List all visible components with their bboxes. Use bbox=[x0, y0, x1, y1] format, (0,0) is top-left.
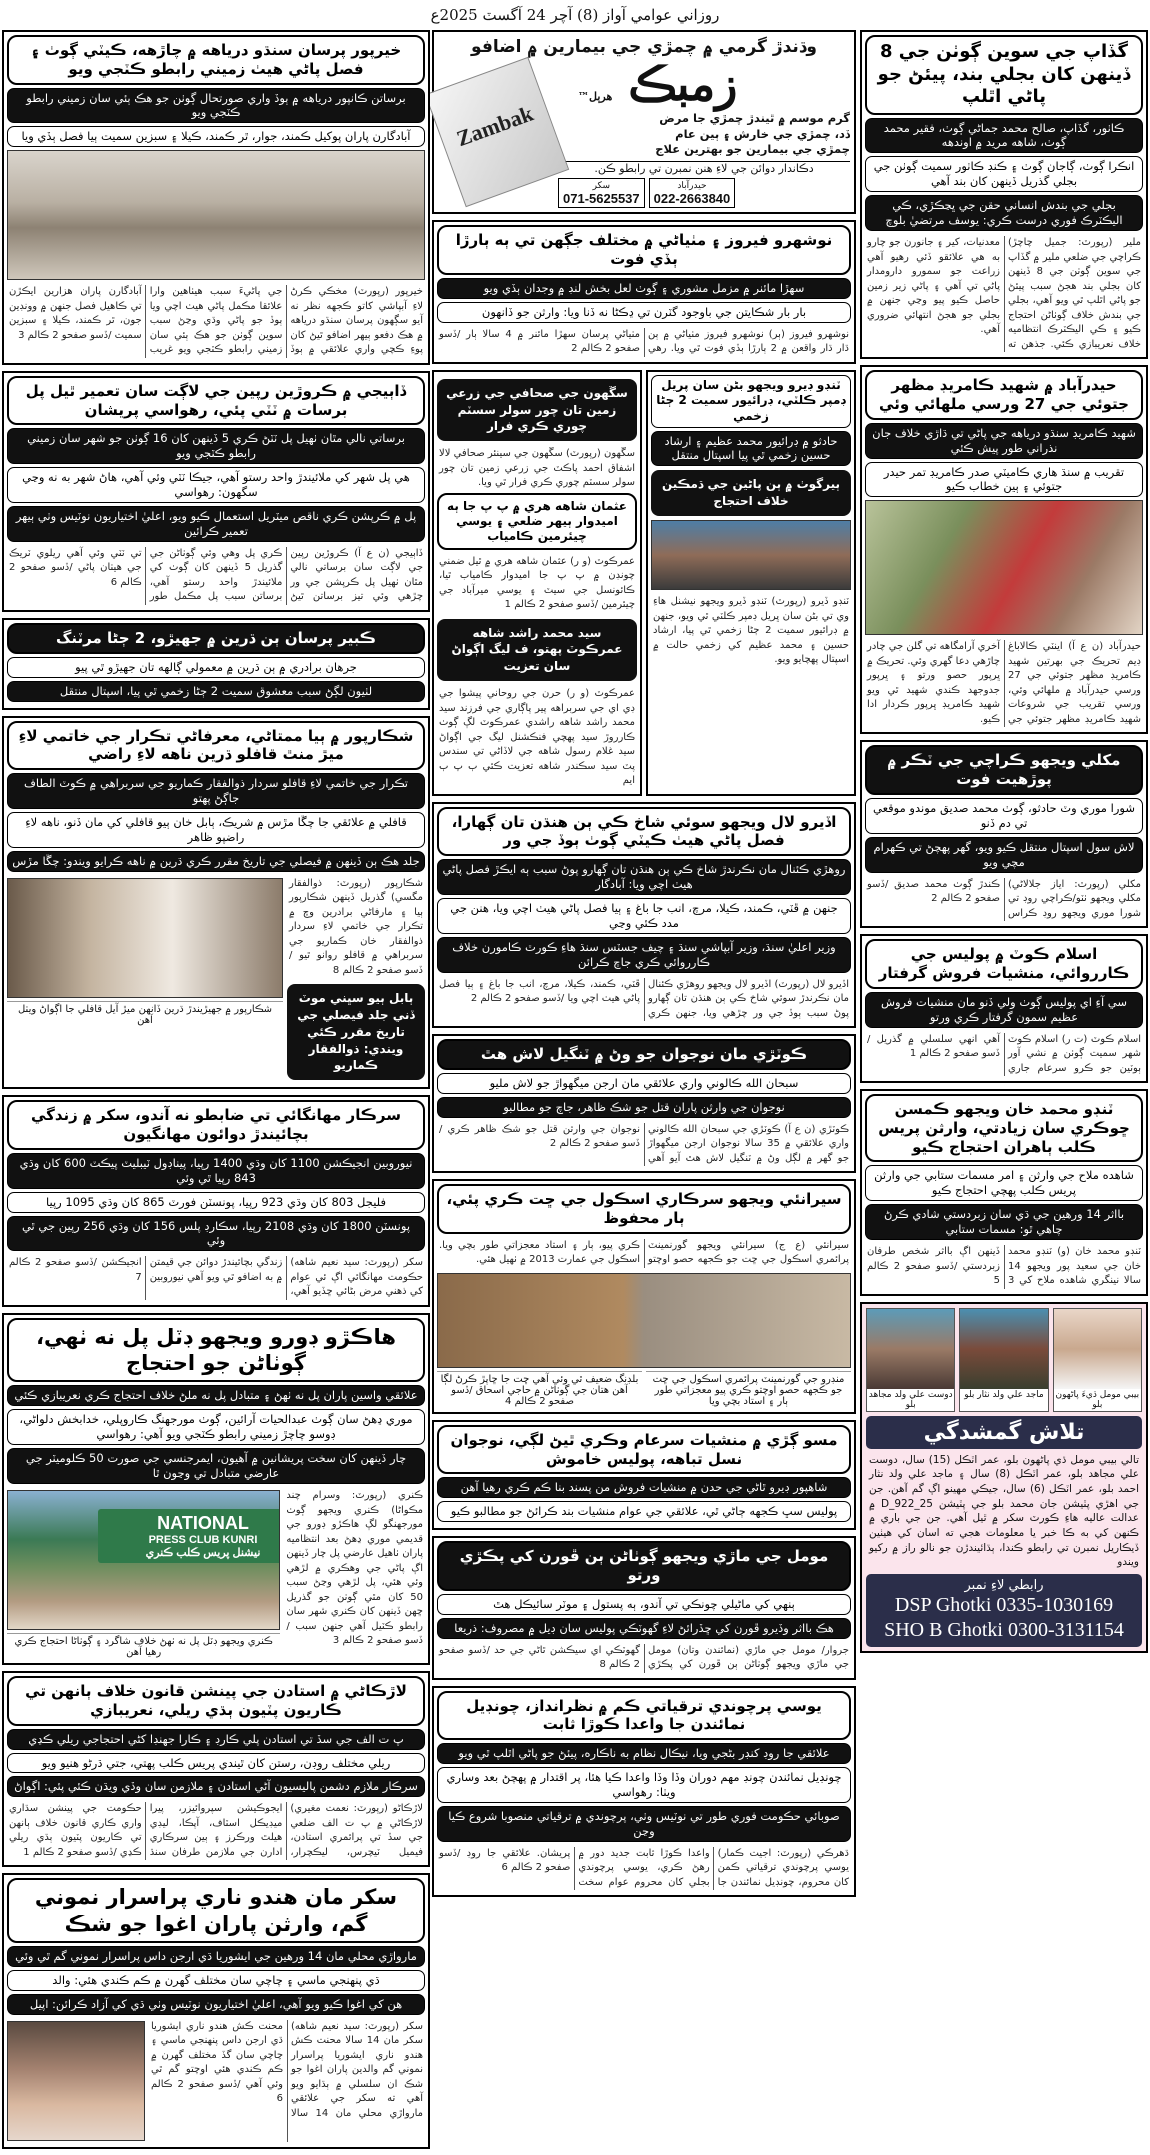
story-gadap-power-outage bbox=[860, 30, 1148, 359]
headline: هاڪڙو ڊورو ويجهو ڊٽل پل نه ٺهي، ڳوٺاڻن جو احتجاج bbox=[7, 1318, 425, 1383]
portrait-image bbox=[1054, 1309, 1141, 1389]
headline: عثمان شاهه هري ۾ پ پ جا ٻه اميدوار ٻيهر ضلعي ۽ يوسي چيئرمين ڪامياب bbox=[437, 493, 637, 550]
ad-dealers: دڪاندار دوائن جي لاءِ هنن نمبرن تي رابطو ڪن. bbox=[558, 161, 850, 177]
headline: حيدرآباد ۾ شهيد ڪامريڊ مظهر جتوئي جي 27 ورسي ملهائي وئي bbox=[865, 370, 1143, 420]
headline: مکلي ويجهو ڪراچي جي ٽڪر ۾ پوڙهيت فوت bbox=[865, 745, 1143, 795]
subheadline: ٻنهي کي ماڻيلي چونڪي تي آندو، ٻه پستول ۽ موٽر سائيڪل هٿ bbox=[437, 1594, 851, 1615]
missing-name: دوست علي ولد مجاهد بلو bbox=[868, 1389, 953, 1410]
story-islamkot-arrest bbox=[860, 934, 1148, 1083]
portrait-image bbox=[867, 1309, 954, 1389]
headline: ڏاٻيجي ۾ ڪروڙين رپين جي لاڳت سان تعمير ٿيل پل برسات ۾ ٽٽي پئي، رهواسي پريشان bbox=[7, 376, 425, 426]
ad-brand-text: زمبڪ bbox=[628, 57, 738, 111]
subheadline: مارواڙي محلي مان 14 ورهين جي ايشوريا ڌي ارجن داس پراسرار نموني گم ٿي وئي bbox=[7, 1946, 425, 1967]
subheadline: برساتن ڪانپور درياهه ۾ ٻوڏ واري صورتحال ڳوٺن جو هڪ ٻئي سان زميني رابطو ڪٽجي ويو bbox=[7, 88, 425, 124]
story-mazhar-jatoi-anniversary bbox=[860, 365, 1148, 734]
story-adilpur-breach bbox=[432, 802, 856, 1029]
story-dumper-accident bbox=[646, 370, 856, 796]
protest-box: ٻيرگوٺ ۾ ٻن پاڻين جي ڌمڪين خلاف احتجاج bbox=[651, 470, 851, 516]
subheadline: شاهده ملاح جي وارثن ۽ امر مسمات ستابي جي وارثن پريس ڪلب پهچي احتجاج ڪيو bbox=[865, 1165, 1143, 1201]
article-body: سکر (رپورٽ: سيد نعيم شاهه) حڪومت مهانگائي اڳ ئي عوام کي ذهني مرض بڻائي ڇڏيو آهي، زندگي بچائيندڙ دوائن جي قيمتن ۾ به اضافو ٿي ويو آهي نيوروبين انجيڪشن /ڏسو صفحو 2 ڪالم 7 bbox=[9, 1257, 423, 1298]
headline: شڪارپور ۾ ٻيا ممتاڻي، معرفاڻي تڪرار جي خاتمي لاءِ ميڙ منٿ قافلو ڌرين ناهه لاءِ راضي bbox=[7, 721, 425, 771]
subheadline: چونڊيل نمائندن چونڊ مهم دوران وڏا وڏا واعدا ڪيا هئا، پر اقتدار ۾ پهچڻ بعد وساري ويٺا: رهواسي bbox=[437, 1767, 851, 1803]
subheadline: جرهان برادري ۾ ٻن ڌرين ۾ معمولي ڳالهه تان جهيڙو ٿي پيو bbox=[7, 657, 425, 678]
headline: سيرانئي ويجهو سرڪاري اسڪول جي ڇت ڪري پئي، ٻار محفوظ bbox=[437, 1184, 851, 1234]
sign-line: NATIONAL bbox=[157, 1513, 249, 1534]
subheadline: پونسٽن 1800 کان وڌي 2108 رپيا، سڪارڊ پلس 156 کان وڌي 256 رپين جي ٿي وئي bbox=[7, 1216, 425, 1252]
headline: ٽنڊو محمد خان ويجهو ڪمسن ڇوڪري سان زيادتي، وارثن پريس ڪلب ٻاهران احتجاج ڪيو bbox=[865, 1094, 1143, 1162]
article-body: ٽنڊو ڏيرو (رپورٽ) ٽنڊو ڏيرو ويجهو نيشنل هاءِ وي تي بڻن سان ڀريل ڊمپر ڪلٽي ٿي ويو، جنهن ۾ ڊرائيور سميت 2 ڄڻا زخمي ٿي پيا، ارشاد حسين ۽ محمد عظيم کي زخمي حالت ۾ اسپتال پهچايو ويو. bbox=[653, 596, 850, 666]
missing-photo bbox=[1053, 1308, 1142, 1412]
headline: مومل جي ماڙي ويجهو ڳوٺاڻن ٻن ڦورن کي پڪڙي ورتو bbox=[437, 1541, 851, 1591]
missing-photo bbox=[866, 1308, 955, 1412]
story-parchondi-development bbox=[432, 1686, 856, 1898]
photo-protesters bbox=[651, 520, 851, 590]
subheadline: وزير اعليٰ سنڌ، وزير آبپاشي سنڌ ۽ چيف جسٽس سنڌ هاءِ ڪورٽ ڪامورن خلاف ڪارروائي ڪري جاچ ڪرائن bbox=[437, 937, 851, 973]
contact-box bbox=[866, 1574, 1142, 1647]
article-body: اڏيرو لال (رپورٽ) اڏيرو لال ويجهو روهڙي ڪئنال مان نڪرندڙ سوئي شاخ ڪي ٻن هنڌن تان ڳهارو پوڻ سبب ٻوڏ جي ور چڙهي ويا، جنهن ڪري ڦٽي، ڪمند، ڪيلا، مرچ، انب جا باغ ۽ ٻيا فصل پاڻي هيٺ اچي ويا /ڏسو صفحو 2 ڪالم 2 bbox=[439, 978, 849, 1019]
story-sukkur-missing-girl bbox=[2, 1873, 430, 2148]
phone-number: 071-5625537 bbox=[563, 191, 640, 207]
article-body: ملير (رپورٽ: جميل چاچڙ) ڪراچي جي ضلعي ملير ۾ گڏاپ جي سوين ڳوٺن جي 8 ڏينهن کان بجلي بند هجڻ سبب پيئڻ جو پاڻي اٿلپ ٿي ويو آهي، بجلي جي بندش خلاف ڳوٺاڻن احتجاج ڪيو ۽ ڪي اليڪٽرڪ انتظاميه خلاف نعريبازي ڪئي. جذهن ته معدنيات، کير ۽ جانورن جو چارو به هي علائقو ڏئي رهيو آهي زراعت جو سمورو دارومدار پاڻي تي آهي ۽ پاڻي زير زمين حاصل ڪيو پيو وڃي جنهن ۾ بجلي جو هجڻ انتهائي ضروري آهي. bbox=[867, 237, 1142, 350]
contact-sho: SHO B Ghotki 0300-3131154 bbox=[884, 1619, 1124, 1641]
ad-line: گرم موسم ۾ ٿيندڙ چمڙي جا مرض bbox=[659, 111, 850, 125]
middle-row bbox=[432, 370, 856, 802]
story-school-roof bbox=[432, 1179, 856, 1414]
caption-row bbox=[437, 1371, 851, 1409]
article-body: سڱهون (رپورٽ) سڱهون جي سينئر صحافي لالا اشفاق احمد پاڪٽ جي زرعي زمين تان چور سولر سسٽم چوري ڪري فرار ٿي ويا. bbox=[439, 448, 635, 489]
portrait-image bbox=[960, 1309, 1047, 1389]
article-body: شڪارپور (رپورٽ: ذوالفقار مگسي) گذريل ڏينهن شڪارپور ٻيا ۽ مارفاڻي برادرين وچ ۾ تڪرار جي خاتمي لاءِ سردار ذوالفقار خان ڪماريو جي سربراهي ۾ قافلو روانو ٿيو /ڏسو صفحو 2 ڪالم 8 bbox=[289, 877, 423, 976]
subheadline: شهيد ڪامريڊ سنڌو درياهه جي پاڻي تي ڌاڙي خلاف جان نذراني طور پيش ڪئي bbox=[865, 423, 1143, 459]
article-body: ڏاٻيجي (ن ع آ) ڪروڙين رپين جي لاڳت سان برساتي نالي مٿان ٺهيل پل ڪرپشن جي ور چڙهي وئي تيز برساتن ٿيڻ ڪري پل وهي وئي ڳوٺاڻن جي گذريل 5 ڏينهن کان ڳوٺ کي ملائيندڙ واحد رستو آهي، برساتن سبب پل مڪمل طور تي ٽٽي وئي آهي ريلوي ٽريڪ جي هيٺان پاڻي /ڏسو صفحو 2 ڪالم 6 bbox=[9, 547, 423, 603]
subheadline: هڪ بااثر وڏيرو ڦورن کي ڇڏرائڻ لاءِ گهوٽڪي پوليس سان ڊيل ۾ مصروف: ذريعا bbox=[437, 1618, 851, 1639]
article-body: عمرڪوٽ (و ر) حرن جي روحاني پيشوا جي ڊي اي جي سربراهه پير پاڳاري جي فرزند سيد محمد راشد شاهه راشدي عمرڪوٽ لڳ ڳوٺ ڪارروڙ سيد پهچي فنڪشنل ليگ جي اڳواڻ سيد غلام رسول شاهه جي لاڏاڻي تي سندس پٽ سيد سڪندر شاهه تعزيت ڪئي ٻ پ ٻ ايم bbox=[439, 688, 635, 787]
photo-row bbox=[7, 2018, 425, 2144]
subheadline: هن کي اغوا ڪيو ويو آهي، اعليٰ اختياريون نوٽيس وٺي ڌي کي آزاد ڪرائن: اپيل bbox=[7, 1994, 425, 2015]
headline-box: سڱهون جي صحافي جي زرعي زمين تان چور سولر سسٽم چوري ڪري فرار bbox=[437, 379, 637, 441]
headline: سکر مان هندو ناري پراسرار نموني گم، وارثن پاران اغوا جو شڪ bbox=[7, 1878, 425, 1943]
missing-title: تلاش گمشدگي bbox=[866, 1416, 1142, 1449]
article-body: لاڙڪاڻو (رپورٽ: نعمت مغيري) لاڙڪاڻي ۾ پ ت الف ضلعي جي سڏ تي پرائمري استادن، فيميل ٽيچرس، ليڪچرار، ايجوڪيشن سپروائيزر، پيرا ميڊيڪل اسٽاف، آپڪا، ليڊي هيلٿ ورڪرز ۽ ٻين سرڪاري ادارن جي ملازمن طرفان سنڌ حڪومت جي پينشن سڌاري واري ڪاري قانون خلاف ٻانهن تي ڪاريون پٽيون ٻڌي ريلي ڪڍي /ڏسو صفحو 2 ڪالم 1 bbox=[9, 1803, 423, 1858]
headline-box: سيد محمد راشد شاهه عمرڪوٽ پهتو، ف ليگ اڳواڻ سان تعزيت bbox=[437, 619, 637, 681]
subheadline: حادثو ۾ ڊرائيور محمد عظيم ۽ ارشاد حسين زخمي ٿي پيا اسپتال منتقل bbox=[651, 431, 851, 467]
missing-photos bbox=[866, 1308, 1142, 1412]
article-body: عمرڪوٽ (و ر) عثمان شاهه هري ۾ ٿيل ضمني چونڊن ۾ پ پ جا اميدوار ڪامياب ٿيا، ڪائونسل جي سيٽ ۽ يوسي ميرآباد جي چيئرمين /ڏسو صفحو 2 ڪالم 1 bbox=[439, 555, 635, 611]
photo-caption: منڊرو جي گورنمينٽ پرائمري اسڪول جي ڇت جو ڪجهه حصو اوچتو ڪري پيو معجزاتي طور ٻار ۽ استاد بچي ويا bbox=[646, 1371, 851, 1409]
story-khairpur-flood bbox=[2, 30, 430, 365]
text-side bbox=[287, 875, 425, 1084]
subheadline: علائقي واسين پاران پل نه ٺهڻ ۽ متبادل پل نه ملڻ خلاف احتجاج ڪري نعريبازي ڪئي bbox=[7, 1385, 425, 1406]
article-body: ڪوٽڙي (ن ع آ) ڪوٽڙي جي سبحان الله ڪالوني واري علائقي ۾ 35 سالا نوجوان ارجن ميگهواڙ جو گهر ۾ لڳل وڻ ۾ ٽنگيل لاش هٿ آيو آهي نوجوان جي وارثن قتل جو شڪ ظاهر ڪري /ڏسو صفحو 2 ڪالم 2 bbox=[439, 1123, 849, 1164]
headline: ڪوٽڙي مان نوجوان جو وڻ ۾ ٽنگيل لاش هٿ bbox=[437, 1039, 851, 1070]
missing-persons-notice bbox=[860, 1302, 1148, 1654]
subheadline: فليجل 803 کان وڌي 923 رپيا، پونسٽن فورٽ 865 کان وڌي 1095 رپيا bbox=[7, 1192, 425, 1213]
story-sanghar-solar-theft bbox=[432, 370, 642, 796]
article-body: ڪنري (رپورٽ: وسرام چند مڪواڻا) ڪنري ويجهو ڳوٺ مورجهنگو لڳ هاڪڙو ڊورو جي قديمي موري ڍهڻ بعد انتظاميه پاران ٺاهيل عارضي پل چار ڏينهن اڳ پاڻي جي وهڪري ۾ لڙهي وئي هئي، پل لڙهي وڃڻ سبب 50 کان مٿي ڳوٺن جو گذريل ڇهن ڏينهن کان ڪنري شهر سان رابطو ڪٽيل آهي جنهن سبب /ڏسو صفحو 2 ڪالم 3 bbox=[286, 1490, 423, 1647]
photo-missing-girl bbox=[7, 2021, 145, 2141]
story-kabir-clash bbox=[2, 618, 430, 710]
article-body: ٽنڊو محمد خان (و) ٽنڊو محمد خان جي سعيد پور ويجهو 14 سالا نينگري شاهده ملاح کي 3 ڏينهن اڳ بااثر شخص طرفان زبردستي /ڏسو صفحو 2 ڪالم 5 bbox=[867, 1246, 1141, 1286]
missing-photo bbox=[959, 1308, 1048, 1412]
story-shikarpur-reconciliation bbox=[2, 716, 430, 1090]
subheadline: بجلي جي بندش انساني حقن جي ڀڃڪڙي، ڪي اليڪٽرڪ فوري درست ڪري: يوسف مرتضيٰ بلوچ bbox=[865, 195, 1143, 231]
story-dabeji-bridge bbox=[2, 371, 430, 612]
subheadline: صوبائي حڪومت فوري طور تي نوٽيس وٺي، پرچوندي ۾ ترقياتي منصوبا شروع ڪيا وڃن bbox=[437, 1806, 851, 1842]
subheadline: چار ڏينهن کان سخت پريشانين ۾ آهيون، ايمرجنسي جي صورت 50 ڪلوميٽر جي عارضي متبادل تي وڃون ٿا bbox=[7, 1448, 425, 1484]
subheadline: آبادگارن پاران پوکيل ڪمند، جوار، ٿر ڪمند، ڪيلا ۽ سبزين سميت ٻيا فصل ٻڏي ويا bbox=[7, 126, 425, 147]
article-body: اسلام ڪوٽ (ت ر) اسلام ڪوٽ شهر سميت ڳوٺن ۾ نشي آور ٻوٽين جو ڪرو سرعام جاري آهي انهي سلسلي ۾ گذريل /ڏسو صفحو 2 ڪالم 1 bbox=[867, 1033, 1141, 1074]
subheadline: سرڪار ملازم دشمن پاليسيون آڻي استادن ۽ ملازمن سان وڏي ويڌن ڪئي پئي: اڳواڻ bbox=[7, 1776, 425, 1797]
subheadline: قافلي ۾ علائقي جا چڱا مڙس ۾ شريڪ، ٻابل خان ٻيو قافلي کي مان ڏنو، ناهه لاءِ راضپو ظاهر bbox=[7, 812, 425, 848]
subheadline: ريلي مختلف روڊن، رستن کان ٿيندي پريس ڪلب پهتي، جتي ڌرڻو هنيو ويو bbox=[7, 1753, 425, 1774]
middle-column bbox=[432, 30, 856, 1903]
sign-line: نيشنل پريس ڪلب ڪنري bbox=[145, 1547, 261, 1560]
story-tando-muhammad-khan-protest bbox=[860, 1089, 1148, 1296]
left-column bbox=[2, 30, 430, 2155]
photo-caption: ڪنري ويجهو ڊٽل پل نه ٺهڻ خلاف شاگرد ۽ ڳوٺاڻا احتجاج ڪري رهيا آهن bbox=[7, 1633, 280, 1660]
subheadline: انڪرا ڳوٺ، ڳاجان ڳوٺ ۽ ڪنڊ ڪاٺور سميت ڳوٺن جي بجلي گذريل ڏينهن کان بند آهي bbox=[865, 156, 1143, 192]
photo-row bbox=[7, 875, 425, 1084]
subheadline: پ ت الف جي سڏ تي استادن پلي ڪارڊ ۽ ڪارا جهنڊا کڻي احتجاجي ريلي ڪڍي bbox=[7, 1729, 425, 1750]
tube-label: Zambak bbox=[453, 100, 537, 152]
ad-line: ڏد، چمڙي جي خارش ۽ ٻين عام bbox=[675, 126, 850, 141]
missing-name: ماجد علي ولد نثار بلو bbox=[964, 1389, 1044, 1400]
subheadline: هي پل شهر کي ملائيندڙ واحد رستو آهي، جيڪا ٽٽي وئي آهي، هاڻ شهر به نه وڃي سگهون: رهواسي bbox=[7, 467, 425, 503]
article-body: ڌهرڪي (رپورٽ: اجيت ڪمار) يوسي پرچوندي ترقياتي ڪمن کان محروم، چونڊيل نمائندن جا واعدا ڪوڙا ثابت جديد دور ۾ رهڻ ڪري، يوسي پرچوندي بجلي کان محروم عوام سخت پريشان. علائقي جا روڊ /ڏسو صفحو 2 ڪالم 6 bbox=[439, 1847, 849, 1888]
subheadline: پوليس سڀ ڪجهه ڄاڻي ٿي، علائقي جي عوام منشيات بند ڪرائڻ جو مطالبو ڪيو bbox=[437, 1501, 851, 1522]
subheadline: ڌي پنهنجي ماسي ۽ چاچي سان مختلف گهرن ۾ ڪم ڪندي هئي: والد bbox=[7, 1970, 425, 1991]
ad-phone-hyderabad bbox=[649, 178, 736, 208]
subheadline: پل ۾ ڪرپشن ڪري ناقص ميٽريل استعمال ڪيو ويو، اعليٰ اختياريون نوٽيس وٺي ٻيهر تعمير ڪرائين bbox=[7, 506, 425, 542]
photo-caption: شڪارپور ۾ جهيڙيندڙ ڌرين ڏانهن ميڙ آيل قافلي جا اڳواڻ ويٺل آهن bbox=[7, 1001, 283, 1028]
photo-side bbox=[7, 1487, 280, 1660]
photo-row bbox=[7, 1487, 425, 1660]
story-hakro-bridge-protest bbox=[2, 1313, 430, 1665]
article-body: مکلي (رپورٽ: اياز جلالاڻي) مکلي ويجهو ٺٽو/ڪراچي روڊ تي شورا موري ويجهو روڊ ڪراس ڪندڙ ڳوٺ محمد صديق /ڏسو صفحو 2 ڪالم 2 bbox=[867, 878, 1141, 919]
ad-brand-mark: هرٻل™ bbox=[578, 90, 613, 103]
article-body: حيدرآباد (ن ع آ) اينٽي ڪالاباغ ڊيم تحريڪ جي بهرتين شهيد ڪامريڊ مظهر جتوئي جي 27 ورسي حيدرآباد ۾ ملهائي وئي، ورسي تقريب جي شروعات شهيد ڪامريڊ مظهر جتوئي جي آخري آرامگاهه تي گلن جي چادر چاڙهي دعا گهري وئي. تحريڪ ۾ ڀرپور حصو ورتو ۽ ڀرپور جدوجهد ڪندي شهيد ٿي ويو شهيد ڪامريڊ ڀرپور ڪردار ادا ڪيو. bbox=[867, 641, 1141, 725]
story-drugs-mesu bbox=[432, 1420, 856, 1530]
ad-phone-sukkur bbox=[558, 178, 645, 208]
subheadline: نوجوان جي وارثن پاران قتل جو شڪ ظاهر، جاچ جو مطالبو bbox=[437, 1097, 851, 1118]
subheadline: شاهپور ڊيرو ٿاڻي جي حدن ۾ منشيات فروش من پسند بنا ڪم ڪري رهيا آهن bbox=[437, 1477, 851, 1498]
contact-label: رابطي لاءِ نمبر bbox=[964, 1578, 1044, 1593]
right-column bbox=[860, 30, 1148, 1653]
photo-press-club-protest bbox=[7, 1490, 280, 1630]
sign-line: PRESS CLUB KUNRI bbox=[148, 1534, 258, 1547]
phone-city: سکر bbox=[592, 180, 611, 191]
photo-side bbox=[7, 875, 283, 1084]
subheadline: سبحان الله ڪالوني واري علائقي مان ارجن ميگهواڙ جو لاش مليو bbox=[437, 1073, 851, 1094]
subheadline: سهڙا مائنر ۾ مزمل مشوري ۽ ڳوٺ لعل بخش لنڊ ۾ وجدان ٻڏي ويو bbox=[437, 278, 851, 299]
photo-jirga-meeting bbox=[7, 878, 283, 998]
subheadline: ڪاٺور، گڏاپ، صالح محمد جماڻي ڳوٺ، فقير محمد ڳوٺ، شاهه مريد ۾ اوندهه bbox=[865, 118, 1143, 154]
article-body: سکر (رپورٽ: سيد نعيم شاهه) سکر مان 14 سالا محنت ڪش هندو ناري ايشوريا پراسرار نموني گم والدين پاران اغوا جو شڪ ان سلسلي ۾ ٻڌايو ويو آهي ته سکر جي علائقي مارواڙي محلي مان 14 سالا محنت ڪش هندو ناري ايشوريا ڌي ارجن داس پنهنجي ماسي ۽ چاچي سان گڏ مختلف گهرن ۾ ڪم ڪندي هئي اوچتو گم ٿي وئي آهي /ڏسو صفحو 2 ڪالم 6 bbox=[151, 2020, 424, 2119]
story-momal-robbers bbox=[432, 1536, 856, 1679]
headline: نوشهرو فيروز ۽ مٺياڻي ۾ مختلف جڳهن تي ٻه ٻارڙا ٻڏي فوت bbox=[437, 225, 851, 275]
missing-description: تالي بيبي مومل ڌي پاڻهون بلو، عمر اٽڪل (15) سال، دوست علي مجاهد بلو، عمر اٽڪل (8) سال ۽ ماجد علي ولد نثار احمد بلو، عمر اٽڪل (6) سال، جيڪي مهينو اڳ گم آهن. جن جي اهڙي پٽيشن جان محمد بلو جي پٽيشن 25_922_D ۾ عدالت عاليه هاءِ ڪورٽ سکر ۾ ٿيل آهي. جن جي باري ۾ ڪنهن کي به ڪا خبر يا معلومات هجي ته اسان کي هيٺين ڏيڪاريل نمبرن تي رابطو ڪندا، ٻڌائيندڙن جو نالو راز ۾ رکيو ويندو bbox=[869, 1453, 1139, 1569]
headline: خيرپور پرسان سنڌو درياهه ۾ چاڙهه، ڪيٽي ڳوٺ ۽ فصل پاڻي هيٺ زميني رابطو ڪٽجي ويو bbox=[7, 35, 425, 85]
phone-city: حيدرآباد bbox=[677, 180, 707, 191]
subheadline: بار بار شڪايتن جي باوجود گٽرن تي ڍڪڻا نه ڏنا ويا: وارثن جو ڏانهون bbox=[437, 302, 851, 323]
subheadline: جلد هڪ ٻن ڏينهن ۾ فيصلي جي تاريخ مقرر ڪري ڌرين ۾ ناهه ڪرايو ويندو: چڱا مڙس bbox=[7, 851, 425, 872]
headline: ڪبير پرسان ٻن ڌرين ۾ جهيڙو، 2 ڄڻا مرٽنگ bbox=[7, 623, 425, 654]
contact-dsp: DSP Ghotki 0335-1030169 bbox=[894, 1594, 1114, 1616]
quote-box: ٻابل ٻيو سڀني موٽ ڏني جلد فيصلي جي تاريخ مقرر ڪئي ويندي: ذوالفقار ڪماريو bbox=[287, 984, 425, 1080]
article-body: نوشهرو فيروز (ٻر) نوشهرو فيروز مٺياڻي ۾ ٻن ڌار ڌار واقعن ۾ 2 ٻارڙا ٻڏي فوت ٿي ويا. رهي مٺياڻي پرسان سهڙا مائنر ۾ 4 سالا ٻار /ڏسو صفحو 2 ڪالم 2 bbox=[439, 328, 849, 355]
zambak-advertisement bbox=[432, 30, 856, 214]
phone-number: 022-2663840 bbox=[653, 191, 731, 207]
masthead-date: روزاني عوامي آواز (8) آچر 24 آگسٽ 2025ع bbox=[430, 6, 720, 24]
photo-caption: بلڊنگ ضعيف ٿي وئي آهي ڇت جا ڇاپڙ ڪرڻ لڳا آهن هتان جي ڳوٺاڻن ۾ حاجي اسحاق /ڏسو صفحو 2 ڪالم 4 bbox=[437, 1371, 642, 1409]
subheadline: موري ڍهڻ سان ڳوٺ عبدالحيات آرائين، ڳوٺ مورجهنگ ڪاروپلي، خدابخش دلواڻي، ڊوسو چاچڙ زميني رابطو ڪٽجي ويو آهي: رهواسي bbox=[7, 1409, 425, 1445]
subheadline: تڪرار جي خاتمي لاءِ قافلو سردار ذوالفقار ڪماريو جي سربراهي ۾ ڪوٽ الطاف جاڳڻ پهتو bbox=[7, 773, 425, 809]
story-medicine-prices bbox=[2, 1095, 430, 1307]
headline: اسلام ڪوٽ ۾ پوليس جي ڪارروائي، منشيات فروش گرفتار bbox=[865, 939, 1143, 989]
press-club-sign bbox=[98, 1509, 280, 1563]
subheadline: لاش سول اسپتال منتقل ڪيو ويو، گهر پهچڻ تي ڪهرام مچي ويو bbox=[865, 837, 1143, 873]
headline: گڏاپ جي سوين ڳوٺن جي 8 ڏينهن کان بجلي بند، پيئڻ جو پاڻي اٿلپ bbox=[865, 35, 1143, 115]
story-naushahro-drowning bbox=[432, 220, 856, 363]
subheadline: روهڙي ڪئنال مان نڪرندڙ شاخ ڪي ٻن هنڌن تان ڳهارو پوڻ سبب ٻه ايڪڙ فصل پاڻي هيٺ اچي ويا: آبادگار bbox=[437, 859, 851, 895]
subheadline: تقريب ۾ سنڌ هاري ڪاميٽي صدر ڪامريڊ تمر حيدر جتوئي ۽ ٻين خطاب ڪيو bbox=[865, 462, 1143, 498]
photo-anniversary-gathering bbox=[865, 500, 1143, 635]
ad-title: وڌندڙ گرمي ۾ چمڙي جي بيمارين ۾ اضافو bbox=[471, 37, 817, 57]
subheadline: علائقي جا روڊ کنڊر بڻجي ويا، نيڪال نظام به ناڪاره، پيئڻ جو پاڻي اٿلپ ٿي ويو bbox=[437, 1743, 851, 1764]
headline: مسو ڳڙي ۾ منشيات سرعام وڪري ٿيڻ لڳي، نوجوان نسل تباهه، پوليس خاموش bbox=[437, 1425, 851, 1475]
missing-name: بيبي مومل ڌيءَ پاڻهون بلو bbox=[1055, 1389, 1140, 1410]
subheadline: جنهن ۾ ڦٽي، ڪمند، ڪيلا، مرچ، انب جا باغ ۽ ٻيا فصل پاڻي هيٺ اچي ويا، هنن جي مدد ڪئي وڃي bbox=[437, 898, 851, 934]
subheadline: لٺيون لڳڻ سبب معشوق سميت 2 ڄڻا زخمي ٿي پيا، اسپتال منتقل bbox=[7, 681, 425, 702]
photo-flooded-river bbox=[7, 150, 425, 280]
story-larkana-teachers-rally bbox=[2, 1671, 430, 1867]
headline: ٽنڊو ڊيرو ويجهو بڻن سان پريل ڊمپر ڪلٽي، ڊرائيور سميت 2 ڄڻا زخمي bbox=[651, 375, 851, 428]
story-kotri-body-found bbox=[432, 1034, 856, 1173]
subheadline: بااثر 14 ورهين جي ڌي سان زبردستي شادي ڪرڻ چاهي ٿو: مسمات ستابي bbox=[865, 1204, 1143, 1240]
photo-school-damage bbox=[437, 1273, 851, 1368]
subheadline: نيوروبين انجيڪشن 1100 کان وڌي 1400 رپيا، پيناڊول ٽيبليٽ پيڪٽ 600 کان وڌي 843 رپيا ٿي وئي bbox=[7, 1153, 425, 1189]
article-body: سيرانئي (ع ج) سيرانئي ويجهو گورنمينٽ پرائمري اسڪول جي ڇت جو ڪجهه حصو اوچتو ڪري پيو، ٻار ۽ استاد معجزاتي طور بچي ويا. اسڪول جي عمارت 2013 ۾ ٺهيل هئي. bbox=[439, 1239, 849, 1266]
ad-line: چمڙي جي بيمارين جو بهترين علاج bbox=[655, 142, 850, 157]
headline: اڏيرو لال ويجهو سوئي شاخ ڪي ٻن هنڌن تان ڳهارا، فصل پاڻي هيٺ ڪيٽي ڳوٺ ٻوڏ جي ور bbox=[437, 807, 851, 857]
story-makli-accident bbox=[860, 740, 1148, 928]
headline: سرڪار مهانگائي تي ضابطو نه آندو، سکر ۾ زندگي بچائيندڙ دوائون مهانگيون bbox=[7, 1100, 425, 1150]
article-body: جروار/ مومل جي ماڙي (نمائندن وتان) مومل جي ماڙي ويجهو ڳوٺاڻن ٻن ڦورن کي پڪڙي گهوٽڪي اي سيڪشن ٿاڻي جي حد /ڏسو صفحو 2 ڪالم 8 bbox=[439, 1644, 849, 1671]
subheadline: شورا موري وٽ حادثو، ڳوٺ محمد صديق موندو موقعي تي دم ڏنو bbox=[865, 798, 1143, 834]
headline: يوسي پرچوندي ترقياتي ڪم ۾ نظرانداز، چونڊيل نمائندن جا واعدا ڪوڙا ثابت bbox=[437, 1691, 851, 1741]
subheadline: سي آءِ اي پوليس ڳوٺ ولي ڏنو مان منشيات فروش عظيم سمون گرفتار ڪري ورتو bbox=[865, 992, 1143, 1028]
article-body: خيرپور (رپورٽ) مخڪي ڪرڻ لاءِ آبپاشي کاتو ڪجهه نظر نه آيو سڳهون پرسان سنڌو درياهه ۾ هڪ دفعو ٻيهر اضافو ٿيڻ کان پوءِ ڪچي واري علائقي ۾ ٻوڏ جي پاڻيءَ سبب هيٺاهين وارا علائقا مڪمل پاڻي هيٺ اچي ويا ٻوڏ جو پاڻي وڌي وڃڻ سبب سوين ڳوٺن جو هڪ ٻئي سان زميني رابطو ڪٽجي ويو غريب آبادگارن پاران هزارين ايڪڙن تي ڪاهيل فصل جنهن ۾ وونڊين جون، ٿر ڪمند، ڪيلا ۽ سبزين سميت /ڏسو صفحو 2 ڪالم 3 bbox=[9, 286, 423, 356]
headline: لاڙڪاڻي ۾ استادن جي پينشن قانون خلاف ٻانهن تي ڪاريون پٽيون ٻڌي ريلي، نعريبازي bbox=[7, 1676, 425, 1726]
subheadline: برساتي نالي مٿان ٺهيل پل ٽٽڻ ڪري 5 ڏينهن کان 16 ڳوٺن جو شهر سان زميني رابطو ڪٽجي ويو bbox=[7, 428, 425, 464]
